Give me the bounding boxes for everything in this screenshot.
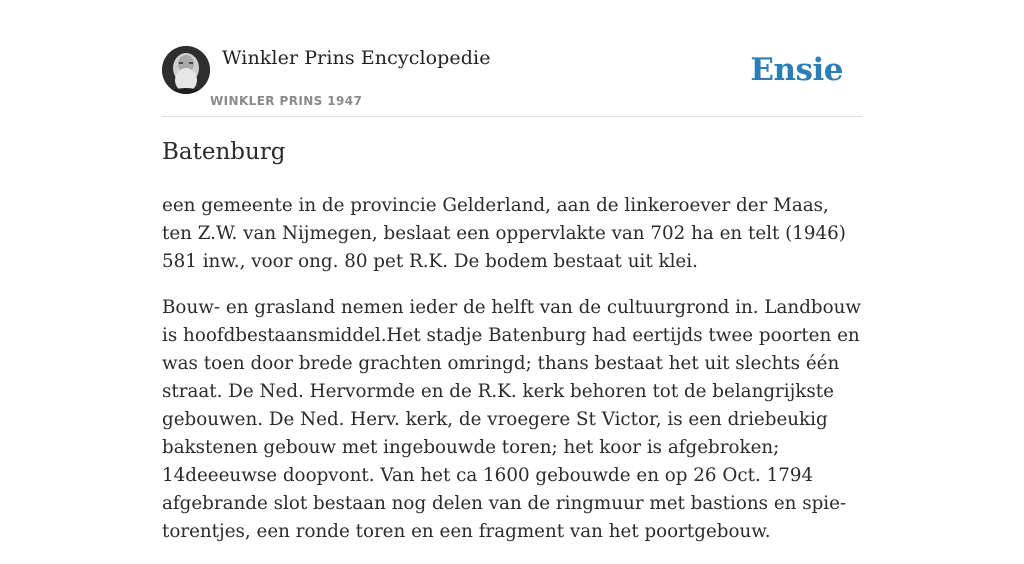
article-paragraph: een gemeente in de provincie Gelderland, aan de linkeroever der Maas, ten Z.W. van Nijmegen, beslaat een oppervlakte van 702 ha en telt (1946) 581 inw., voor ong. 80 pet R.K. De bodem bestaat uit klei. [162,195,846,272]
article-body [162,192,862,564]
article-paragraph: Bouw- en grasland nemen ieder de helft van de cultuurgrond in. Landbouw is hoofdbestaansmiddel.Het stadje Batenburg had eertijds twee poorten en was toen door brede grachten omringd; thans bestaat het uit slechts één straat. De Ned. Hervormde en de R.K. kerk behoren tot de belangrijkste gebouwen. De Ned. Herv. kerk, de vroegere St Victor, is een driebeukig bakstenen gebouw met ingebouwde toren; het koor is afgebroken; 14deeeuwse doopvont. Van het ca 1600 gebouwde en op 26 Oct. 1794 afgebrande slot bestaan nog delen van de ringmuur met bastions en spie-torentjes, een ronde toren en een fragment van het poortgebouw. [162,297,862,542]
portrait-image [162,46,210,94]
source-title[interactable]: Winkler Prins Encyclopedie [222,47,491,69]
ensie-logo-link[interactable]: Ensie [750,52,843,88]
author-avatar[interactable] [162,46,210,94]
source-header [162,44,862,117]
source-subtitle: WINKLER PRINS 1947 [210,94,363,108]
article-title: Batenburg [162,139,286,165]
